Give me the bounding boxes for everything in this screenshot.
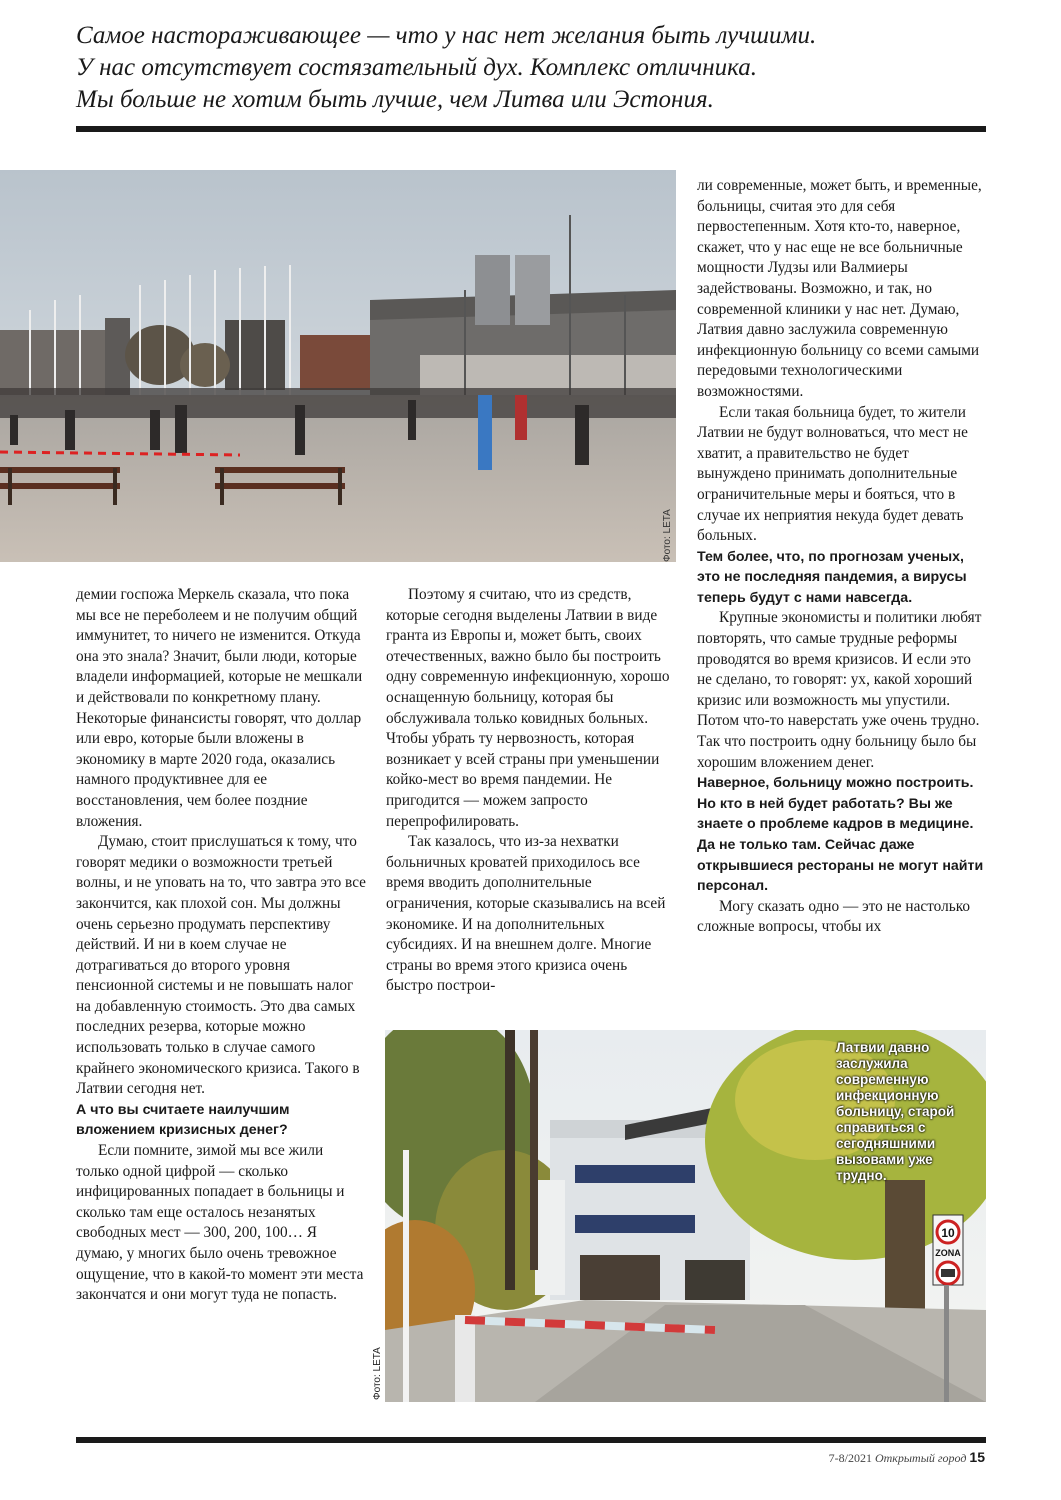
zone-label: ZONA	[935, 1248, 961, 1258]
page-number: 15	[969, 1449, 985, 1465]
paragraph: ли современные, может быть, и временные, больницы, считая это для себя первостепенным. Хотя кто-то, наверное, скажет, что у нас еще не все больничные мощности Лудзы или Валмиеры задействованы. Возможно, и так, но современной клиники у нас нет. Думаю, Латвия давно заслужила современную инфекционную больницу со всеми самыми передовыми технологическими возможностями.	[697, 177, 982, 400]
top-rule	[76, 126, 986, 132]
photo-caption: Латвии давно заслужила современную инфекционную больницу, старой справиться с сегодняшними вызовами уже трудно.	[836, 1040, 955, 1183]
photo-credit: Фото: LETA	[372, 1347, 383, 1400]
issue-number: 7-8/2021	[828, 1451, 872, 1465]
magazine-name: Открытый город	[874, 1451, 967, 1465]
pull-quote-line: У нас отсутствует состязательный дух. Комплекс отличника.	[76, 54, 757, 81]
paragraph: Если помните, зимой мы все жили только одной цифрой — сколько инфицированных попадает в больницы и сколько там еще осталось незанятых свободных мест — 300, 200, 100… Я думаю, у многих было очень тревожное ощущение, что в какой-то момент эти места закончатся и они могут туда не попасть.	[76, 1142, 364, 1304]
crowd-photo	[0, 170, 676, 562]
pull-quote	[76, 20, 986, 116]
paragraph: Так казалось, что из-за нехватки больничных кроватей приходилось все время вводить дополнительные ограничения, которые сказывались на всей экономике. И на дополнительных субсидиях. И на внешнем долге. Многие страны во время этого кризиса очень быстро построи-	[386, 833, 666, 995]
bottom-rule	[76, 1437, 986, 1443]
paragraph: Могу сказать одно — это не настолько сложные вопросы, чтобы их	[697, 897, 971, 936]
speed-limit-label: 10	[941, 1226, 955, 1240]
paragraph: Крупные экономисты и политики любят повторять, что самые трудные реформы проводятся во время кризисов. И если это не сделано, то говорят: ух, какой хороший кризис или возможность мы упустили. Потом что-то наверстать уже очень трудно. Так что построить одну больницу было бы хорошим вложением денег.	[697, 609, 982, 771]
pull-quote-line: Самое настораживающее — что у нас нет желания быть лучшими.	[76, 22, 817, 49]
interview-question: Тем более, что, по прогнозам ученых, это не последняя пандемия, а вирусы теперь будут с нами навсегда.	[697, 548, 967, 606]
column-2	[386, 585, 671, 997]
interview-question: Наверное, больницу можно построить. Но кто в ней будет работать? Вы же знаете о проблеме кадров в медицине. Да не только там. Сейчас даже открывшиеся рестораны не могут найти персонал.	[697, 775, 984, 895]
paragraph: Думаю, стоит прислушаться к тому, что говорят медики о возможности третьей волны, и не уповать на то, что завтра это все закончится, как плохой сон. Мы должны очень серьезно продумать перспективу действий. И ни в коем случае не дотрагиваться до второго уровня пенсионной системы и не повышать налог на добавленную стоимость. Это два самых последних резерва, которые можно использовать только в случае самого крайнего экономического кризиса. Такого в Латвии сегодня нет.	[76, 833, 366, 1098]
crowd-photo-illustration	[0, 170, 676, 562]
paragraph: Если такая больница будет, то жители Латвии не будут волноваться, что мест не хватит, а правительство не будет вынуждено принимать дополнительные ограничительные меры и бояться, что в случае их неприятия некуда будет девать больных.	[697, 403, 968, 545]
interview-question: А что вы считаете наилучшим вложением кризисных денег?	[76, 1101, 290, 1139]
page-footer	[829, 1449, 985, 1466]
column-3	[697, 176, 986, 938]
column-1	[76, 585, 366, 1306]
paragraph: демии госпожа Меркель сказала, что пока мы все не переболеем и не получим общий иммунитет, то ничего не изменится. Откуда она это знала? Значит, были люди, которые владели информацией, которые не мешкали и действовали по конкретному плану. Некоторые финансисты говорят, что доллар или евро, которые были вложены в экономику в марте 2020 года, оказались намного продуктивнее для ее восстановления, чем более поздние вложения.	[76, 586, 363, 830]
pull-quote-line: Мы больше не хотим быть лучше, чем Литва или Эстония.	[76, 86, 714, 113]
paragraph: Поэтому я считаю, что из средств, которые сегодня выделены Латвии в виде гранта из Европы и, может быть, своих отечественных, важно было бы построить одну современную инфекционную, хорошо оснащенную больницу, которая бы обслуживала только ковидных больных. Чтобы убрать ту нервозность, которая возникает у всей страны при уменьшении койко-мест во время пандемии. Не пригодится — можем запросто перепрофилировать.	[386, 586, 670, 830]
photo-credit: Фото: LETA	[662, 509, 673, 562]
